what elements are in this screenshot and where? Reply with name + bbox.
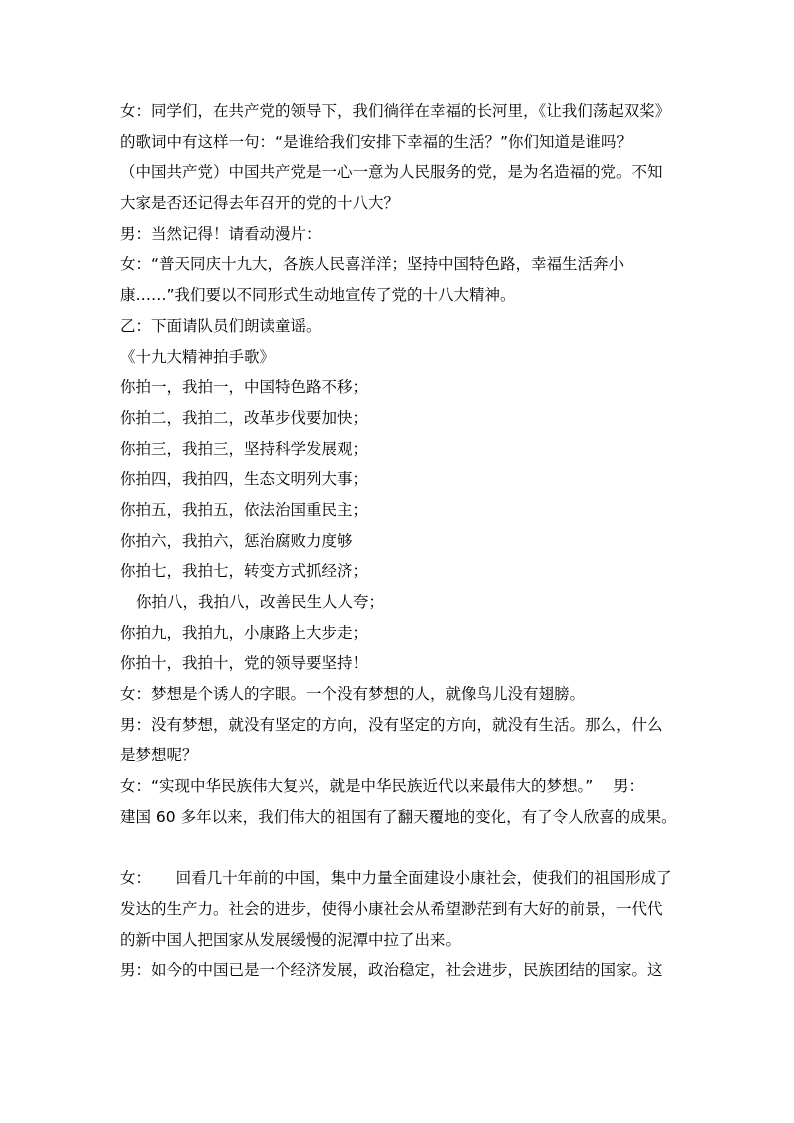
text-line: 康……”我们要以不同形式生动地宣传了党的十八大精神。 (120, 286, 516, 305)
text-line: 的歌词中有这样一句：“是谁给我们安排下幸福的生活？”你们知道是谁吗？ (120, 132, 633, 151)
blank-line (120, 833, 680, 864)
text-line: 男：当然记得！请看动漫片： (120, 224, 322, 243)
text-line: 女：同学们，在共产党的领导下，我们徜徉在幸福的长河里，《让我们荡起双桨》 (120, 102, 671, 120)
text-line: 女：“实现中华民族伟大复兴，就是中华民族近代以来最伟大的梦想。” 男： (120, 777, 645, 796)
song-verse: 你拍五，我拍五，依法治国重民主； (120, 500, 369, 519)
song-verse: 你拍八，我拍八，改善民生人人夸； (136, 593, 385, 611)
text-line: 女：“普天同庆十九大，各族人民喜洋洋；坚持中国特色路，幸福生活奔小 (120, 255, 625, 274)
text-line: 男：没有梦想，就没有坚定的方向，没有坚定的方向，就没有生活。那么，什么 (120, 715, 663, 734)
document-body (120, 96, 680, 986)
text-line: 建国 60 多年以来，我们伟大的祖国有了翻天覆地的变化，有了令人欣喜的成果。 (120, 807, 677, 826)
song-title: 《十九大精神拍手歌》 (120, 347, 276, 366)
text-line: 男：如今的中国已是一个经济发展，政治稳定，社会进步，民族团结的国家。这 (120, 961, 663, 980)
song-verse: 你拍九，我拍九，小康路上大步走； (120, 623, 369, 642)
song-verse: 你拍三，我拍三，坚持科学发展观； (120, 439, 369, 458)
song-verse: 你拍一，我拍一，中国特色路不移； (120, 378, 369, 397)
song-verse: 你拍二，我拍二，改革步伐要加快； (120, 408, 369, 427)
song-verse: 你拍七，我拍七，转变方式抓经济； (120, 562, 369, 581)
song-verse: 你拍六，我拍六，惩治腐败力度够 (120, 531, 353, 550)
text-line: 大家是否还记得去年召开的党的十八大？ (120, 194, 400, 213)
song-verse: 你拍四，我拍四，生态文明列大事； (120, 470, 369, 489)
text-line: 女：梦想是个诱人的字眼。一个没有梦想的人，就像鸟儿没有翅膀。 (120, 685, 586, 704)
text-line: 的新中国人把国家从发展缓慢的泥潭中拉了出来。 (120, 930, 462, 949)
text-line: 乙：下面请队员们朗读童谣。 (120, 316, 322, 335)
text-line: 女： 回看几十年前的中国，集中力量全面建设小康社会，使我们的祖国形成了 (120, 869, 672, 888)
text-line: 是梦想呢？ (120, 746, 198, 765)
song-verse: 你拍十，我拍十，党的领导要坚持！ (120, 654, 369, 673)
text-line: （中国共产党）中国共产党是一心一意为人民服务的党，是为名造福的党。不知 (120, 163, 663, 182)
text-line: 发达的生产力。社会的进步，使得小康社会从希望渺茫到有大好的前景，一代代 (120, 899, 663, 918)
